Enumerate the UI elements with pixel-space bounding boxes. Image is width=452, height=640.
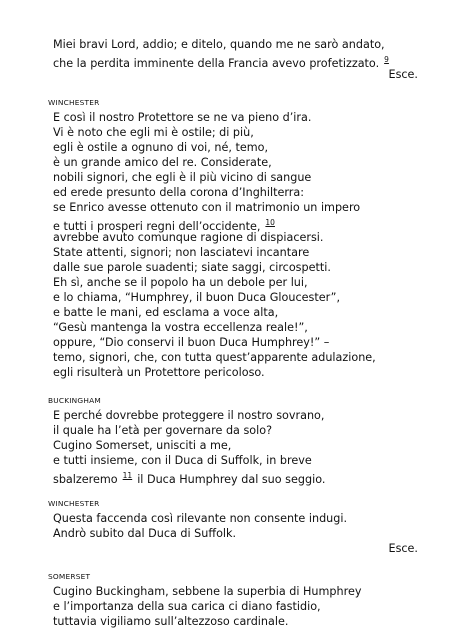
dialogue-line: “Gesù mantenga la vostra eccellenza reale!”,: [53, 321, 308, 334]
dialogue-line: e l’importanza della sua carica ci diano fastidio,: [53, 600, 321, 613]
dialogue-line: Questa faccenda così rilevante non consente indugi.: [53, 512, 348, 525]
dialogue-line: oppure, “Dio conservi il buon Duca Humphrey!” –: [53, 336, 330, 349]
speaker-name: WINCHESTER: [48, 499, 100, 508]
footnote-link[interactable]: 11: [122, 471, 133, 480]
dialogue-line: e tutti i prosperi regni dell’occidente, $^{10}$: [53, 218, 275, 233]
dialogue-line: Andrò subito dal Duca di Suffolk.: [53, 527, 237, 540]
dialogue-line: egli è ostile a ognuno di voi, né, temo,: [53, 141, 269, 154]
dialogue-line: tuttavia vigiliamo sull’altezzoso cardinale.: [53, 615, 289, 628]
dialogue-line: egli risulterà un Protettore pericoloso.: [53, 366, 265, 379]
dialogue-line: temo, signori, che, con tutta quest’apparente adulazione,: [53, 351, 376, 364]
speaker-name: BUCKINGHAM: [48, 396, 101, 405]
dialogue-line: se Enrico avesse ottenuto con il matrimonio un impero: [53, 201, 361, 214]
dialogue-line: ed erede presunto della corona d’Inghilterra:: [53, 186, 304, 199]
dialogue-line: e lo chiama, “Humphrey, il buon Duca Gloucester”,: [53, 291, 341, 304]
stage-direction-exit: Esce.: [388, 68, 418, 81]
dialogue-line: avrebbe avuto comunque ragione di dispiacersi.: [53, 231, 324, 244]
speaker-name: SOMERSET: [48, 572, 91, 581]
dialogue-line: State attenti, signori; non lasciatevi incantare: [53, 246, 310, 259]
speaker-name: WINCHESTER: [48, 98, 100, 107]
dialogue-line: E perché dovrebbe proteggere il nostro sovrano,: [53, 409, 325, 422]
dialogue-line: Eh sì, anche se il popolo ha un debole per lui,: [53, 276, 308, 289]
dialogue-line: è un grande amico del re. Considerate,: [53, 156, 272, 169]
dialogue-line: il quale ha l’età per governare da solo?: [53, 424, 273, 437]
stage-direction-exit: Esce.: [388, 542, 418, 555]
dialogue-line: E così il nostro Protettore se ne va pieno d’ira.: [53, 111, 312, 124]
dialogue-line: Vi è noto che egli mi è ostile; di più,: [53, 126, 254, 139]
dialogue-line: sbalzeremo $^{11}$ il Duca Humphrey dal suo seggio.: [53, 471, 326, 486]
dialogue-line: Miei bravi Lord, addio; e ditelo, quando me ne sarò andato,: [53, 38, 385, 51]
dialogue-line: Cugino Buckingham, sebbene la superbia di Humphrey: [53, 585, 362, 598]
dialogue-line: e batte le mani, ed esclama a voce alta,: [53, 306, 279, 319]
footnote-link[interactable]: 10: [265, 218, 275, 227]
dialogue-line: nobili signori, che egli è il più vicino di sangue: [53, 171, 312, 184]
dialogue-line: e tutti insieme, con il Duca di Suffolk, in breve: [53, 454, 312, 467]
footnote-link[interactable]: 9: [384, 55, 389, 64]
dialogue-line: che la perdita imminente della Francia avevo profetizzato. $^9$: [53, 55, 389, 70]
dialogue-line: dalle sue parole suadenti; siate saggi, circospetti.: [53, 261, 331, 274]
dialogue-line: Cugino Somerset, unisciti a me,: [53, 439, 232, 452]
